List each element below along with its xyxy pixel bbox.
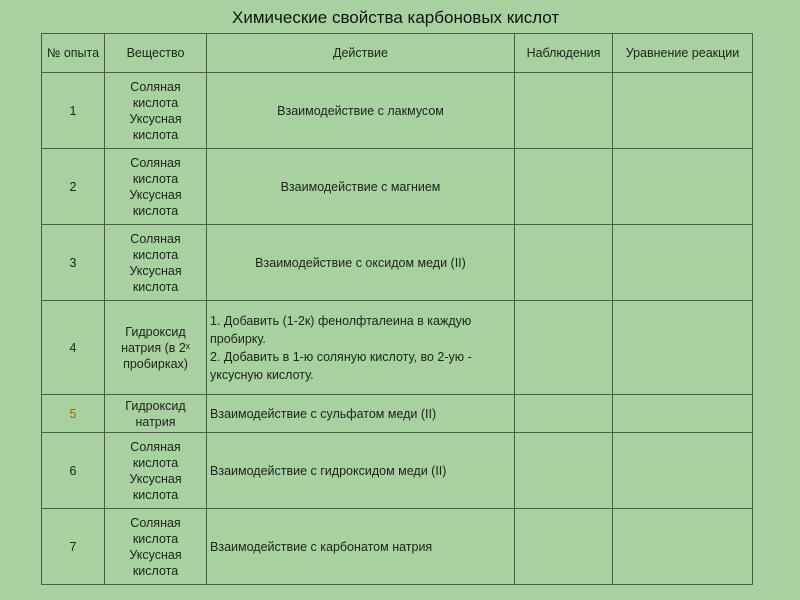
row-action: Взаимодействие с оксидом меди (II) [207,225,515,301]
table-row [42,149,753,225]
table-row [42,225,753,301]
row-observations-cell[interactable] [515,395,613,433]
table-row [42,301,753,395]
substance-line: кислота [132,487,179,502]
row-num: 3 [42,225,105,301]
row-equation-cell[interactable] [613,149,753,225]
substance-line: кислота [132,127,179,142]
substance-line: Уксусная [129,471,182,486]
row-substance [105,73,207,149]
experiments-table [41,33,753,585]
row-substance [105,225,207,301]
row-num: 6 [42,433,105,509]
row-action-steps [207,301,515,395]
row-observations-cell[interactable] [515,509,613,585]
substance-line: Соляная [130,515,181,530]
row-observations-cell[interactable] [515,73,613,149]
row-equation-cell[interactable] [613,225,753,301]
substance-line: Уксусная [129,187,182,202]
table-row [42,73,753,149]
substance-line: кислота [132,247,179,262]
row-equation-cell[interactable] [613,73,753,149]
row-action: Взаимодействие с магнием [207,149,515,225]
row-substance [105,433,207,509]
header-equation: Уравнение реакции [613,34,753,73]
substance-line: Соляная [130,439,181,454]
substance-line: Гидроксид [125,324,186,339]
table-row [42,433,753,509]
substance-line: кислота [132,171,179,186]
substance-line: Уксусная [129,111,182,126]
row-equation-cell[interactable] [613,509,753,585]
substance-line: кислота [132,531,179,546]
slide-title: Химические свойства карбоновых кислот [232,8,560,27]
header-action: Действие [207,34,515,73]
substance-line: Соляная [130,155,181,170]
row-action: Взаимодействие с лакмусом [207,73,515,149]
row-num: 5 [42,395,105,433]
table-row [42,509,753,585]
substance-line: Гидроксид [125,398,186,413]
substance-line: кислота [132,455,179,470]
row-observations-cell[interactable] [515,301,613,395]
substance-line: Уксусная [129,263,182,278]
row-action: Взаимодействие с сульфатом меди (II) [207,395,515,433]
header-observations: Наблюдения [515,34,613,73]
row-observations-cell[interactable] [515,149,613,225]
row-num: 1 [42,73,105,149]
row-action: Взаимодействие с карбонатом натрия [207,509,515,585]
substance-line: кислота [132,203,179,218]
table-row [42,395,753,433]
row-equation-cell[interactable] [613,301,753,395]
row-equation-cell[interactable] [613,395,753,433]
action-step: 2. Добавить в 1-ю соляную кислоту, во 2-ую - уксусную кислоту. [210,349,472,382]
row-substance [105,509,207,585]
substance-line: Соляная [130,79,181,94]
row-equation-cell[interactable] [613,433,753,509]
row-substance [105,301,207,395]
header-substance: Вещество [105,34,207,73]
action-step: 1. Добавить (1-2к) фенолфталеина в каждую пробирку. [210,313,472,346]
substance-line: Уксусная [129,547,182,562]
row-num: 4 [42,301,105,395]
header-row [42,34,753,73]
substance-line: натрия [135,414,176,429]
row-substance [105,149,207,225]
row-num: 7 [42,509,105,585]
row-action: Взаимодействие с гидроксидом меди (II) [207,433,515,509]
row-observations-cell[interactable] [515,433,613,509]
substance-line: пробирках) [123,356,188,371]
substance-line: Соляная [130,231,181,246]
substance-line: натрия (в 2ˣ [121,340,190,355]
substance-line: кислота [132,95,179,110]
substance-line: кислота [132,279,179,294]
header-num: № опыта [42,34,105,73]
row-substance [105,395,207,433]
row-num: 2 [42,149,105,225]
row-observations-cell[interactable] [515,225,613,301]
substance-line: кислота [132,563,179,578]
